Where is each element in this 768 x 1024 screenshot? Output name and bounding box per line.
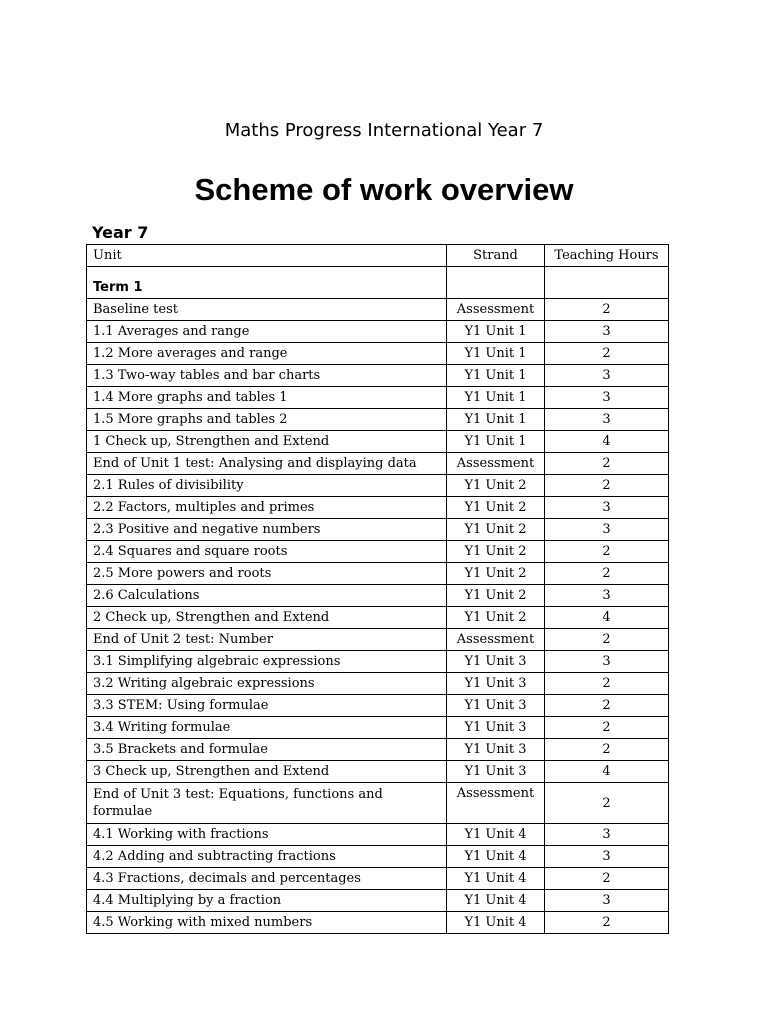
table-row [87,846,669,868]
strand-cell: Y1 Unit 4 [447,846,545,868]
unit-cell: 3.3 STEM: Using formulae [87,695,447,717]
teaching-hours-cell: 2 [545,343,669,365]
term-label: Term 1 [93,280,143,295]
strand-cell: Y1 Unit 4 [447,868,545,890]
unit-cell: 3 Check up, Strengthen and Extend [87,761,447,783]
scheme-table [86,244,669,934]
strand-cell: Y1 Unit 2 [447,563,545,585]
table-row [87,563,669,585]
table-row [87,365,669,387]
teaching-hours-cell: 3 [545,651,669,673]
unit-cell: 2.5 More powers and roots [87,563,447,585]
strand-cell: Y1 Unit 1 [447,365,545,387]
strand-cell: Assessment [447,299,545,321]
strand-cell: Y1 Unit 1 [447,409,545,431]
table-row [87,453,669,475]
document-subtitle: Maths Progress International Year 7 [224,120,544,141]
strand-cell: Y1 Unit 1 [447,321,545,343]
unit-cell: End of Unit 3 test: Equations, functions and formulae [87,783,447,824]
term-empty-hours [545,267,669,299]
strand-cell: Y1 Unit 1 [447,343,545,365]
strand-cell: Y1 Unit 3 [447,695,545,717]
strand-cell: Y1 Unit 3 [447,651,545,673]
teaching-hours-cell: 2 [545,475,669,497]
strand-cell: Y1 Unit 4 [447,890,545,912]
unit-cell: 1.3 Two-way tables and bar charts [87,365,447,387]
teaching-hours-cell: 2 [545,783,669,824]
table-row [87,890,669,912]
teaching-hours-cell: 3 [545,387,669,409]
teaching-hours-cell: 3 [545,497,669,519]
strand-cell: Y1 Unit 4 [447,912,545,934]
teaching-hours-cell: 3 [545,365,669,387]
teaching-hours-cell: 3 [545,519,669,541]
table-row [87,783,669,824]
table-row [87,519,669,541]
table-row [87,912,669,934]
teaching-hours-cell: 3 [545,846,669,868]
table-row [87,868,669,890]
teaching-hours-cell: 2 [545,695,669,717]
unit-cell: 4.5 Working with mixed numbers [87,912,447,934]
teaching-hours-cell: 3 [545,321,669,343]
table-row [87,607,669,629]
table-row [87,387,669,409]
teaching-hours-cell: 3 [545,409,669,431]
strand-cell: Y1 Unit 2 [447,585,545,607]
header-unit: Unit [87,245,447,267]
table-row [87,717,669,739]
teaching-hours-cell: 2 [545,629,669,651]
table-row [87,409,669,431]
term-row [87,267,669,299]
teaching-hours-cell: 2 [545,541,669,563]
table-row [87,673,669,695]
unit-cell: 3.4 Writing formulae [87,717,447,739]
unit-cell: 4.4 Multiplying by a fraction [87,890,447,912]
table-row [87,739,669,761]
teaching-hours-cell: 2 [545,673,669,695]
strand-cell: Y1 Unit 1 [447,431,545,453]
strand-cell: Assessment [447,629,545,651]
teaching-hours-cell: 2 [545,868,669,890]
strand-cell: Assessment [447,783,545,824]
teaching-hours-cell: 3 [545,585,669,607]
strand-cell: Y1 Unit 3 [447,717,545,739]
teaching-hours-cell: 2 [545,453,669,475]
table-row [87,541,669,563]
strand-cell: Assessment [447,453,545,475]
unit-cell: 2.2 Factors, multiples and primes [87,497,447,519]
strand-cell: Y1 Unit 2 [447,497,545,519]
unit-cell: 3.2 Writing algebraic expressions [87,673,447,695]
strand-cell: Y1 Unit 2 [447,475,545,497]
teaching-hours-cell: 2 [545,912,669,934]
unit-cell: Baseline test [87,299,447,321]
strand-cell: Y1 Unit 4 [447,824,545,846]
table-row [87,299,669,321]
unit-cell: 3.5 Brackets and formulae [87,739,447,761]
unit-cell: End of Unit 2 test: Number [87,629,447,651]
teaching-hours-cell: 4 [545,431,669,453]
unit-cell: 2 Check up, Strengthen and Extend [87,607,447,629]
header-teaching-hours: Teaching Hours [545,245,669,267]
teaching-hours-cell: 2 [545,717,669,739]
table-row [87,824,669,846]
term-cell [87,267,447,299]
unit-cell: 1.5 More graphs and tables 2 [87,409,447,431]
teaching-hours-cell: 2 [545,563,669,585]
teaching-hours-cell: 3 [545,890,669,912]
unit-cell: 2.6 Calculations [87,585,447,607]
unit-cell: 2.3 Positive and negative numbers [87,519,447,541]
strand-cell: Y1 Unit 2 [447,607,545,629]
table-row [87,695,669,717]
teaching-hours-cell: 3 [545,824,669,846]
strand-cell: Y1 Unit 3 [447,673,545,695]
table-row [87,431,669,453]
table-row [87,585,669,607]
unit-cell: 3.1 Simplifying algebraic expressions [87,651,447,673]
table-row [87,475,669,497]
page-title: Scheme of work overview [194,172,574,207]
strand-cell: Y1 Unit 1 [447,387,545,409]
table-row [87,629,669,651]
strand-cell: Y1 Unit 2 [447,541,545,563]
strand-cell: Y1 Unit 2 [447,519,545,541]
unit-cell: End of Unit 1 test: Analysing and displaying data [87,453,447,475]
unit-cell: 2.1 Rules of divisibility [87,475,447,497]
table-row [87,321,669,343]
teaching-hours-cell: 2 [545,739,669,761]
teaching-hours-cell: 4 [545,761,669,783]
unit-cell: 1.2 More averages and range [87,343,447,365]
header-strand: Strand [447,245,545,267]
unit-cell: 2.4 Squares and square roots [87,541,447,563]
table-row [87,761,669,783]
teaching-hours-cell: 4 [545,607,669,629]
unit-cell: 4.1 Working with fractions [87,824,447,846]
unit-cell: 4.2 Adding and subtracting fractions [87,846,447,868]
table-header-row [87,245,669,267]
term-empty-strand [447,267,545,299]
teaching-hours-cell: 2 [545,299,669,321]
unit-cell: 1 Check up, Strengthen and Extend [87,431,447,453]
table-row [87,343,669,365]
strand-cell: Y1 Unit 3 [447,761,545,783]
strand-cell: Y1 Unit 3 [447,739,545,761]
table-row [87,497,669,519]
unit-cell: 4.3 Fractions, decimals and percentages [87,868,447,890]
unit-cell: 1.4 More graphs and tables 1 [87,387,447,409]
unit-cell: 1.1 Averages and range [87,321,447,343]
year-heading: Year 7 [92,223,149,242]
table-row [87,651,669,673]
